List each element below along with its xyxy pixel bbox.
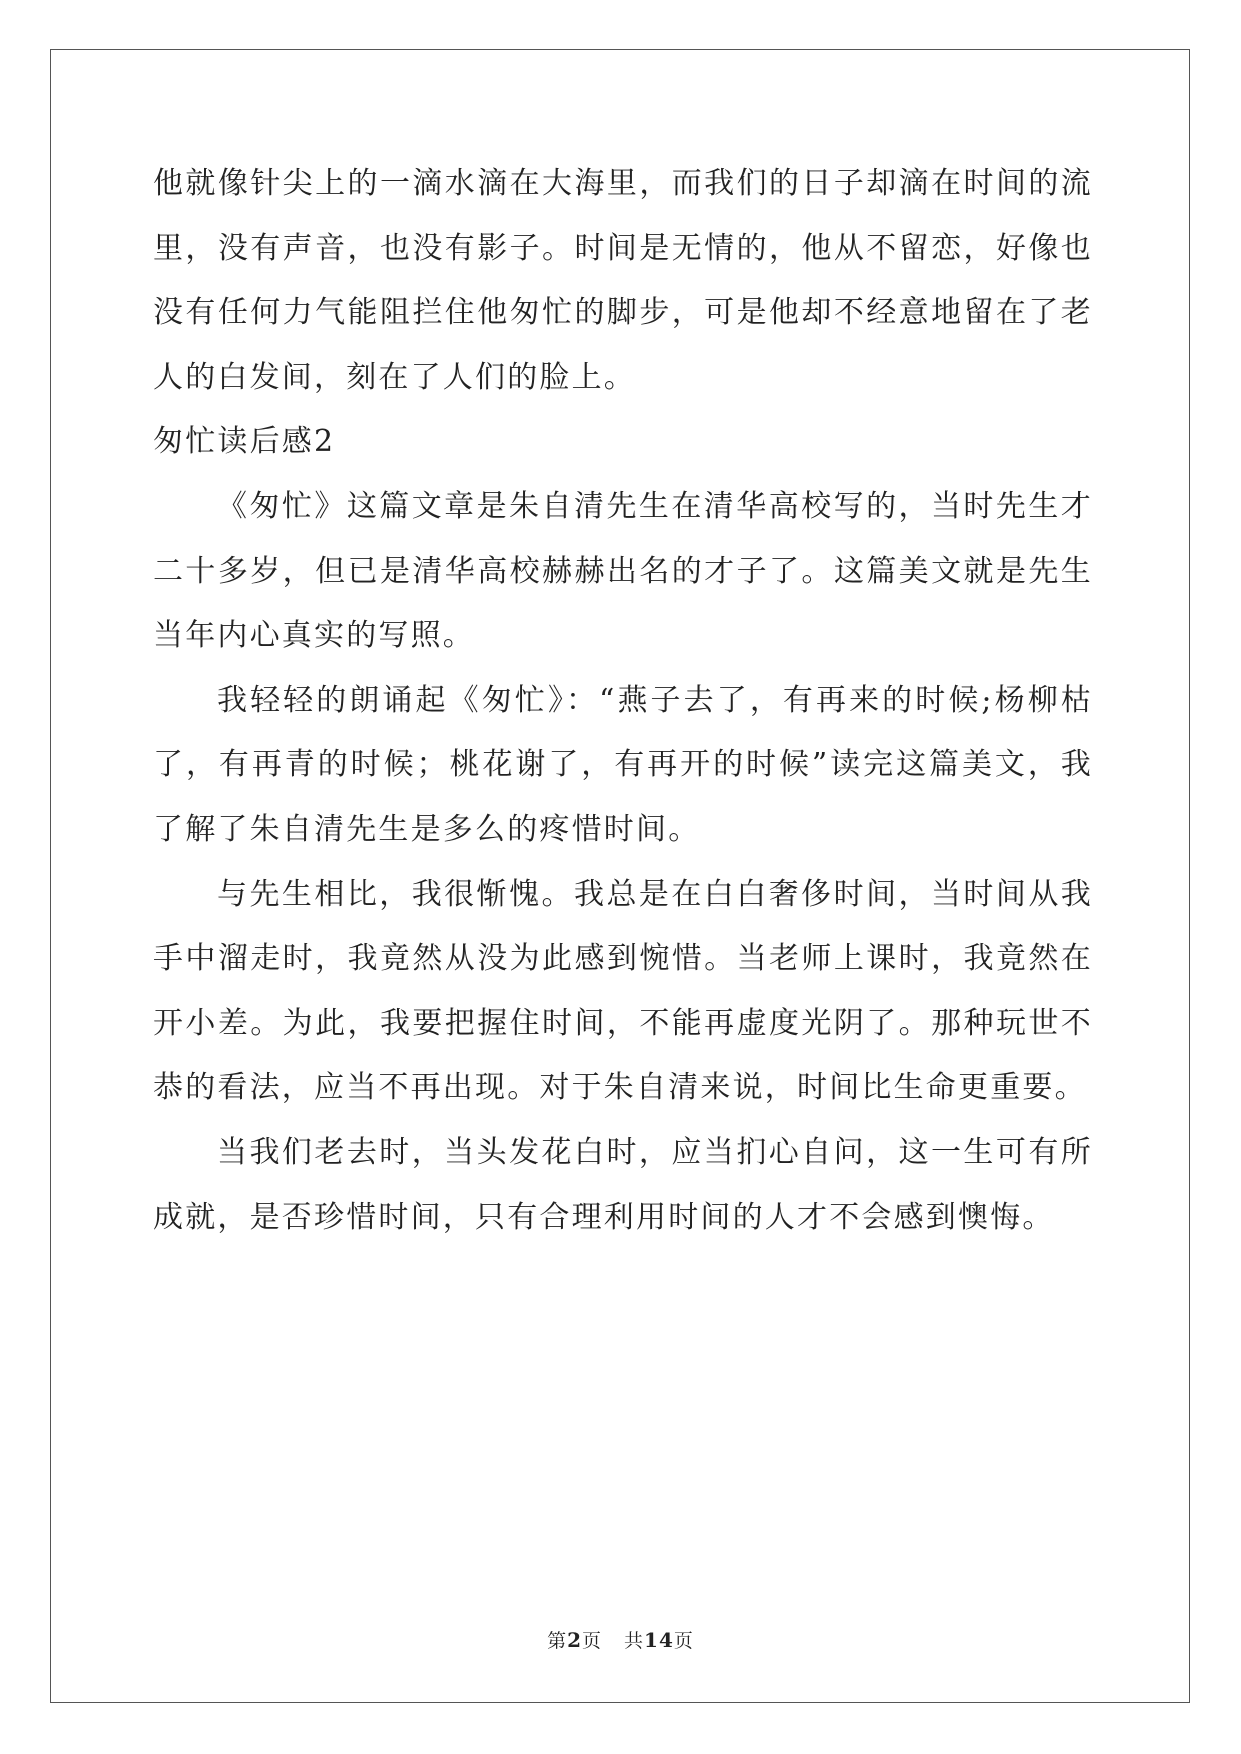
- total-pages: 14: [644, 1628, 674, 1652]
- total-suffix: 页: [673, 1630, 694, 1652]
- page-prefix: 第: [547, 1630, 568, 1652]
- document-body: [153, 152, 1093, 1250]
- page-footer: [0, 1626, 1241, 1653]
- page-number: 2: [567, 1628, 583, 1652]
- paragraph-1: 他就像针尖上的一滴水滴在大海里，而我们的日子却滴在时间的流里，没有声音，也没有影子。时间是无情的，他从不留恋，好像也没有任何力气能阻拦住他匆忙的脚步，可是他却不经意地留在了老人的白发间，刻在了人们的脸上。: [153, 166, 1093, 395]
- section-heading: 匆忙读后感2: [153, 424, 336, 460]
- paragraph-4: 与先生相比，我很惭愧。我总是在白白奢侈时间，当时间从我手中溜走时，我竟然从没为此感到惋惜。当老师上课时，我竟然在开小差。为此，我要把握住时间，不能再虚度光阴了。那种玩世不恭的看法，应当不再出现。对于朱自清来说，时间比生命更重要。: [153, 876, 1093, 1106]
- total-prefix: 共: [624, 1630, 645, 1652]
- paragraph-2: 《匆忙》这篇文章是朱自清先生在清华高校写的，当时先生才二十多岁，但已是清华高校赫赫出名的才子了。这篇美文就是先生当年内心真实的写照。: [153, 488, 1093, 654]
- page-suffix: 页: [582, 1630, 603, 1652]
- paragraph-3: 我轻轻的朗诵起《匆忙》：“燕子去了，有再来的时候;杨柳枯了，有再青的时候；桃花谢了，有再开的时候”读完这篇美文，我了解了朱自清先生是多么的疼惜时间。: [153, 682, 1093, 847]
- paragraph-5: 当我们老去时，当头发花白时，应当扪心自问，这一生可有所成就，是否珍惜时间，只有合理利用时间的人才不会感到懊悔。: [153, 1134, 1093, 1235]
